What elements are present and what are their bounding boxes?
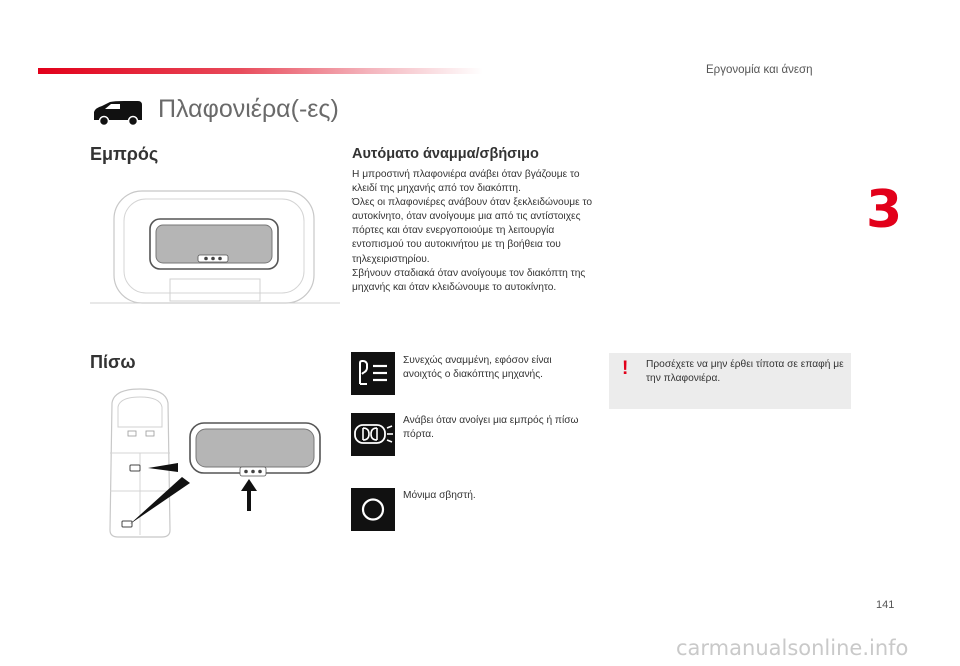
- watermark: carmanualsonline.info: [676, 636, 909, 660]
- chapter-title: Εργονομία και άνεση: [706, 64, 813, 76]
- auto-section-body: [352, 168, 602, 295]
- page-number: 141: [876, 599, 895, 611]
- header-accent-bar: [38, 68, 483, 74]
- light-off-icon: [351, 488, 395, 531]
- rear-dome-light-illustration: [90, 385, 325, 540]
- front-section-heading: Εμπρός: [90, 144, 159, 164]
- dome-light-on-icon: [351, 352, 395, 395]
- page-title: Πλαφονιέρα(-ες): [158, 95, 339, 123]
- mode-text-door: Ανάβει όταν ανοίγει μια εμπρός ή πίσω πόρτα.: [403, 415, 579, 441]
- auto-paragraph-1: Η μπροστινή πλαφονιέρα ανάβει όταν βγάζουμε το κλειδί της μηχανής από τον διακόπτη.: [352, 169, 580, 195]
- warning-icon: !: [622, 358, 629, 379]
- door-light-icon: [351, 413, 395, 456]
- warning-text: Προσέχετε να μην έρθει τίποτα σε επαφή με την πλαφονιέρα.: [646, 359, 844, 385]
- auto-paragraph-3: Σβήνουν σταδιακά όταν ανοίγουμε τον διακόπτη της μηχανής και όταν κλειδώνουμε το αυτοκίνητο.: [352, 267, 586, 293]
- rear-section-heading: Πίσω: [90, 352, 136, 372]
- mode-text-always-on: Συνεχώς αναμμένη, εφόσον είναι ανοιχτός ο διακόπτης μηχανής.: [403, 355, 552, 381]
- front-dome-light-illustration: [90, 185, 340, 310]
- van-icon: [92, 100, 144, 126]
- mode-text-off: Μόνιμα σβηστή.: [403, 490, 476, 501]
- auto-paragraph-2: Όλες οι πλαφονιέρες ανάβουν όταν ξεκλειδώνουμε το αυτοκίνητο, όταν ανοίγουμε μια από τις αντίστοιχες πόρτες και όταν ενεργοποιούμε τη λειτουργία εντοπισμού του αυτοκινήτου με τη βοήθεια του τηλεχειριστηρίου.: [352, 197, 593, 265]
- chapter-number: 3: [866, 180, 903, 240]
- auto-section-heading: Αυτόματο άναμμα/σβήσιμο: [352, 146, 539, 162]
